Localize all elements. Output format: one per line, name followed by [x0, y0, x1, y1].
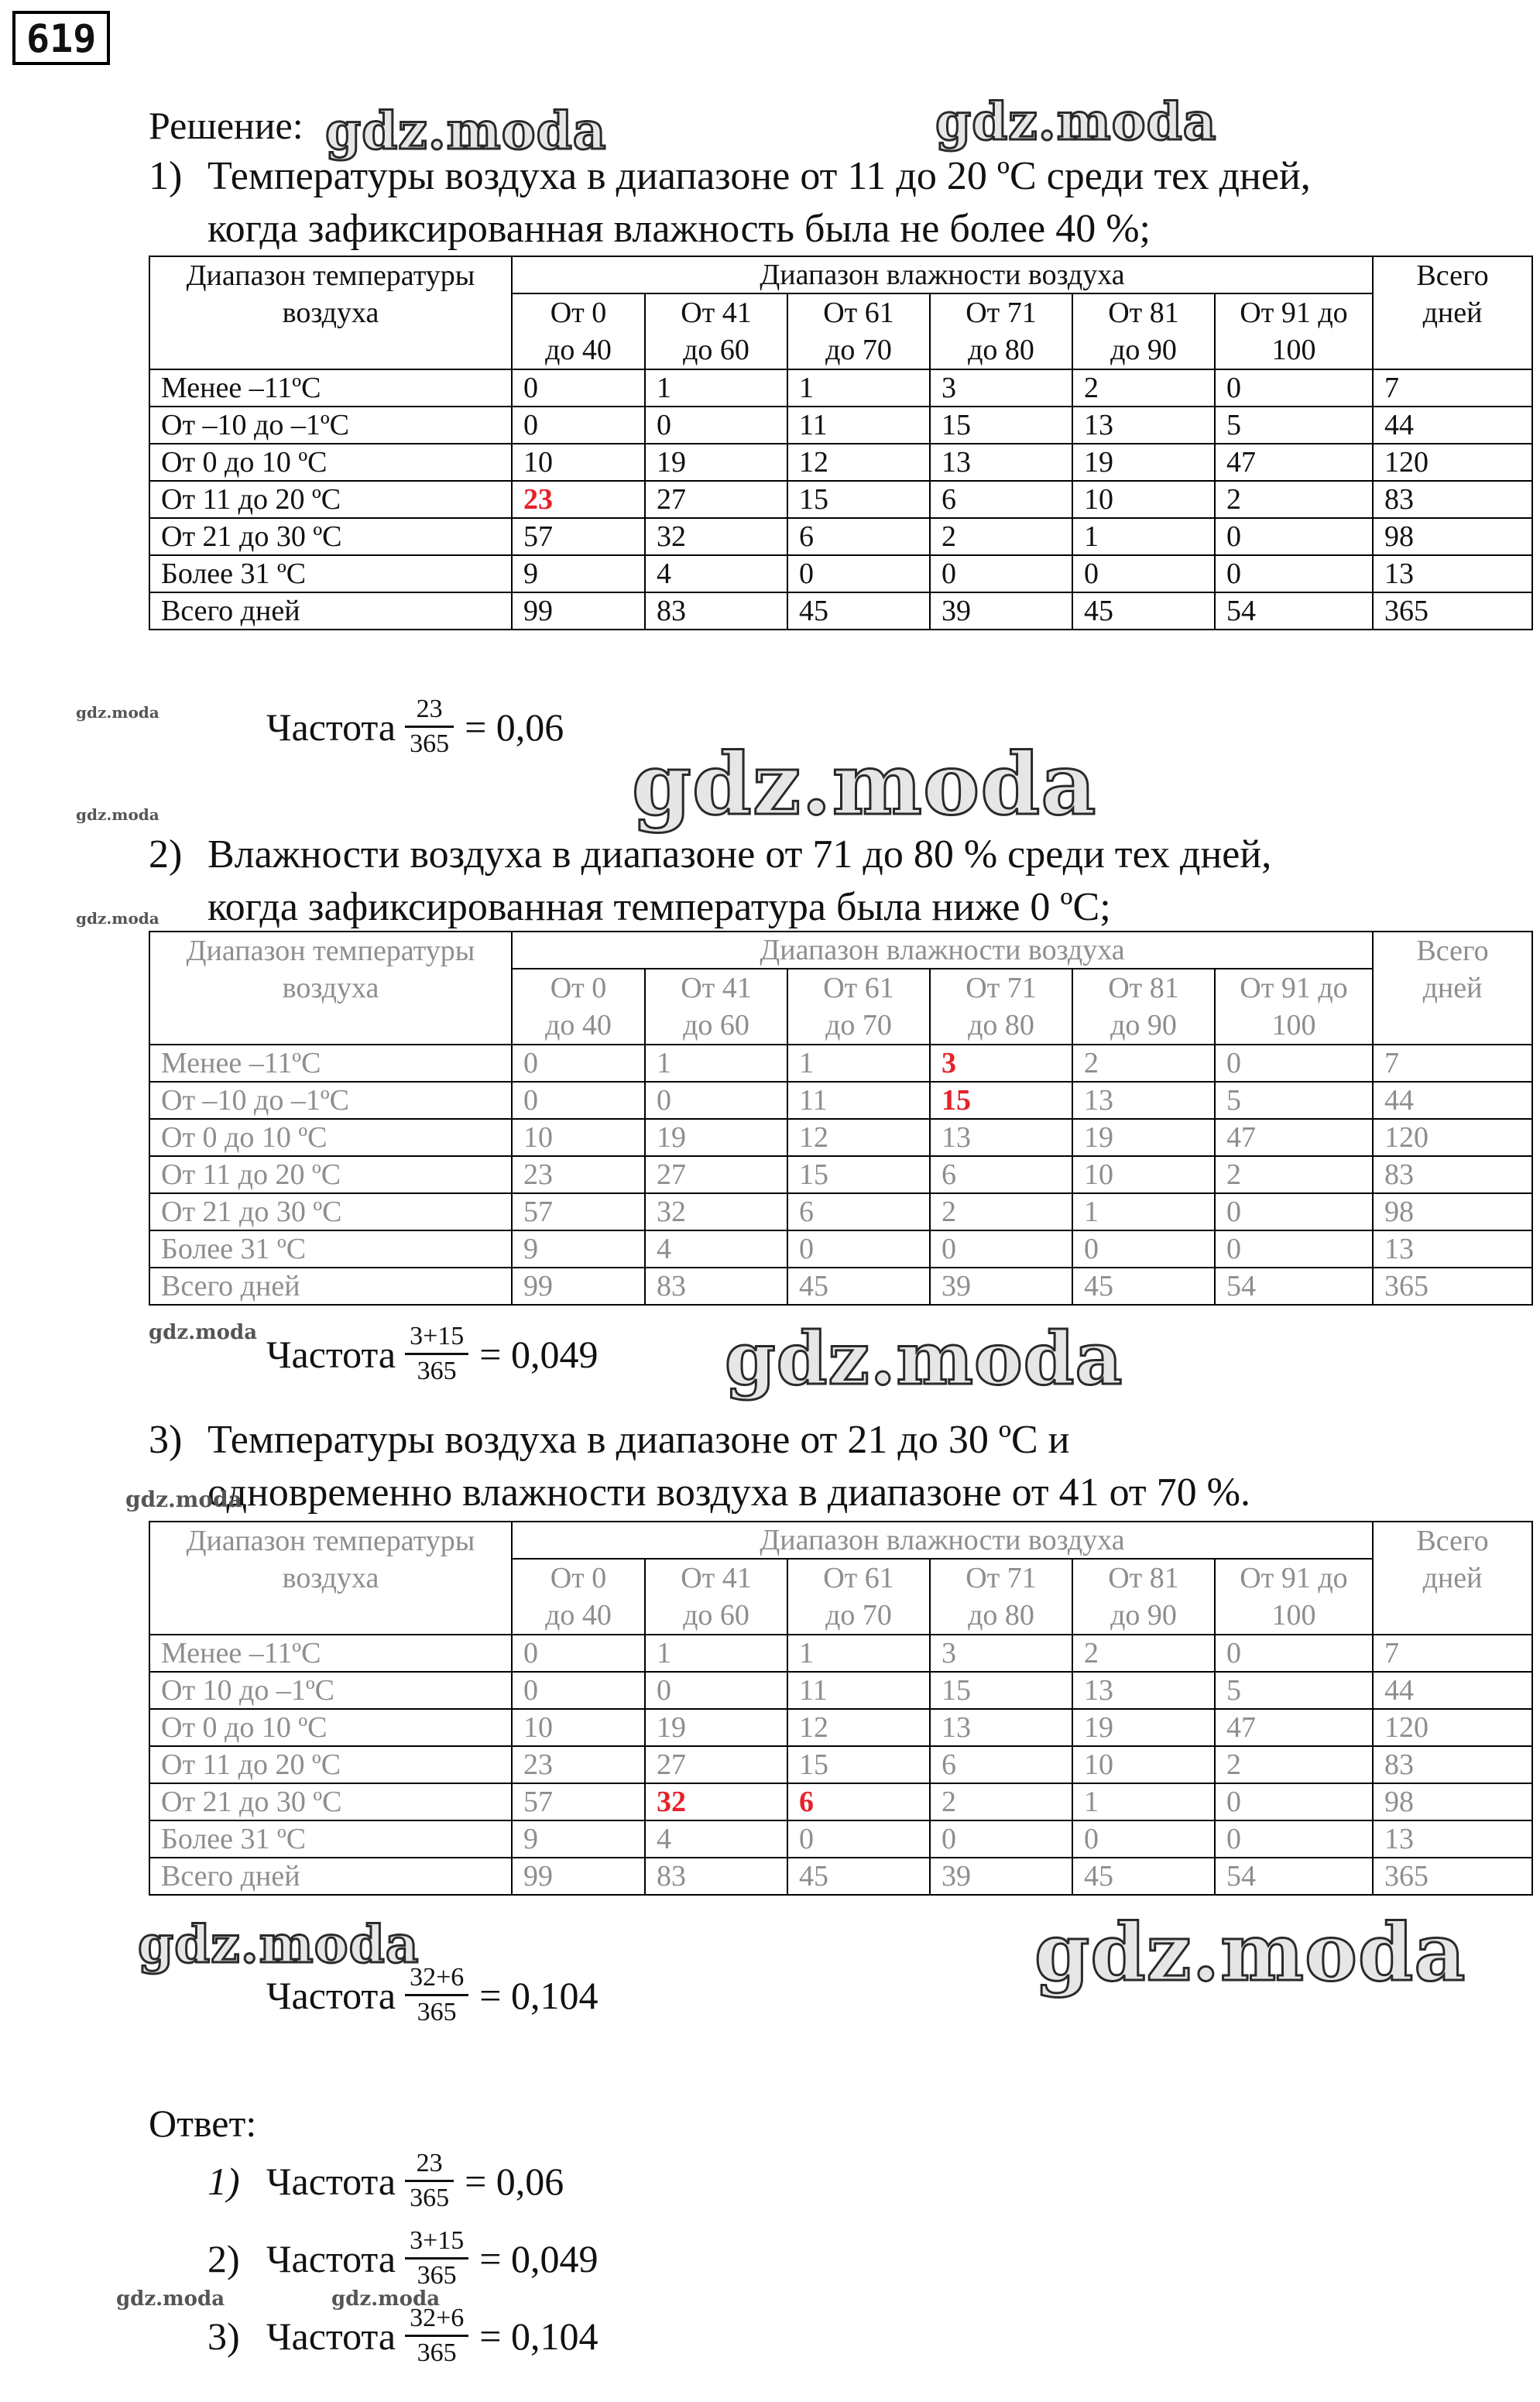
- table-cell: 1: [645, 1635, 787, 1672]
- part-2-number: 2): [149, 832, 183, 877]
- row-label: Более 31 ºС: [149, 555, 512, 592]
- row-label: Более 31 ºС: [149, 1820, 512, 1858]
- numerator: 23: [416, 695, 443, 723]
- result: = 0,049: [479, 1332, 599, 1376]
- fraction: [405, 1323, 468, 1385]
- table-cell: 10: [1072, 1746, 1215, 1783]
- table-row: [149, 1193, 1532, 1230]
- table-cell: 45: [1072, 592, 1215, 630]
- table-cell: 6: [787, 1193, 930, 1230]
- table-row: [149, 1746, 1532, 1783]
- table-cell: 1: [1072, 1193, 1215, 1230]
- table-cell: 9: [512, 1820, 645, 1858]
- total-days-header: Всего дней: [1373, 932, 1532, 1045]
- table-cell: 0: [512, 1635, 645, 1672]
- table-cell: 0: [1215, 1045, 1373, 1082]
- table-cell: 13: [930, 1119, 1072, 1156]
- humidity-range-header: Диапазон влажности воздуха: [512, 256, 1373, 293]
- watermark: gdz.moda: [725, 1316, 1123, 1402]
- table-cell: 54: [1215, 1268, 1373, 1305]
- table-cell: 365: [1373, 592, 1532, 630]
- table-cell: 9: [512, 555, 645, 592]
- result: = 0,104: [479, 2314, 599, 2358]
- table-cell: 1: [787, 369, 930, 407]
- temp-range-header: Диапазон температуры воздуха: [149, 1522, 512, 1635]
- humidity-column-header: От 0 до 40: [512, 969, 645, 1045]
- table-cell: 0: [1215, 518, 1373, 555]
- answer-1-number: 1): [208, 2159, 240, 2203]
- table-cell: 13: [1373, 1820, 1532, 1858]
- table-cell: 39: [930, 1858, 1072, 1895]
- table-row: [149, 1119, 1532, 1156]
- numerator: 3+15: [410, 2226, 465, 2255]
- table-cell: 39: [930, 592, 1072, 630]
- answer-label: Ответ:: [149, 2102, 257, 2145]
- solution-label: Решение:: [149, 104, 304, 147]
- table-cell: 13: [930, 444, 1072, 481]
- table-cell: 0: [787, 555, 930, 592]
- table-cell: 7: [1373, 1635, 1532, 1672]
- row-label: От 0 до 10 ºС: [149, 444, 512, 481]
- table-cell: 44: [1373, 1082, 1532, 1119]
- table-cell: 83: [645, 1268, 787, 1305]
- table-cell: 57: [512, 1783, 645, 1820]
- table-cell: 83: [1373, 481, 1532, 518]
- total-days-header: Всего дней: [1373, 1522, 1532, 1635]
- denominator: 365: [417, 2339, 457, 2367]
- watermark-small: gdz.moda: [76, 909, 159, 928]
- watermark-small: gdz.moda: [76, 703, 159, 722]
- table-row: [149, 1268, 1532, 1305]
- table-cell: 47: [1215, 1709, 1373, 1746]
- table-cell: 83: [1373, 1746, 1532, 1783]
- watermark: gdz.moda: [935, 91, 1217, 152]
- table-cell: 32: [645, 1193, 787, 1230]
- row-label: Менее –11ºС: [149, 369, 512, 407]
- part-2-line-1: Влажности воздуха в диапазоне от 71 до 80 % среди тех дней,: [208, 832, 1272, 877]
- row-label: От 21 до 30 ºС: [149, 1193, 512, 1230]
- numerator: 32+6: [410, 2304, 465, 2332]
- table-cell: 54: [1215, 592, 1373, 630]
- table-cell: 45: [787, 1268, 930, 1305]
- table-cell: 19: [645, 1119, 787, 1156]
- frequency-label: Частота: [266, 1332, 396, 1376]
- table-cell: 23: [512, 1156, 645, 1193]
- table-cell: 19: [1072, 1119, 1215, 1156]
- table-cell: 44: [1373, 1672, 1532, 1709]
- table-row: [149, 592, 1532, 630]
- fraction: [405, 695, 454, 758]
- table-cell: 47: [1215, 444, 1373, 481]
- table-cell: 0: [1215, 555, 1373, 592]
- fraction: [405, 2304, 468, 2367]
- table-row: [149, 1672, 1532, 1709]
- row-label: Менее –11ºС: [149, 1045, 512, 1082]
- table-cell: 0: [1215, 1193, 1373, 1230]
- frequency-label: Частота: [266, 2314, 396, 2358]
- table-cell: 0: [1215, 1783, 1373, 1820]
- answer-1: [208, 2150, 564, 2212]
- table-cell: 7: [1373, 1045, 1532, 1082]
- table-cell: 12: [787, 444, 930, 481]
- table-cell: 19: [645, 1709, 787, 1746]
- table-cell: 99: [512, 592, 645, 630]
- humidity-column-header: От 61 до 70: [787, 293, 930, 369]
- table-cell: 45: [1072, 1858, 1215, 1895]
- table-cell: 0: [1072, 1230, 1215, 1268]
- table-cell: 365: [1373, 1858, 1532, 1895]
- table-cell: 11: [787, 407, 930, 444]
- temp-range-header: Диапазон температуры воздуха: [149, 932, 512, 1045]
- table-row: [149, 1709, 1532, 1746]
- table-cell: 120: [1373, 1119, 1532, 1156]
- table-cell: 2: [930, 1193, 1072, 1230]
- table-cell: 10: [512, 1709, 645, 1746]
- table-cell: 15: [787, 1746, 930, 1783]
- table-cell: 2: [1072, 369, 1215, 407]
- frequency-label: Частота: [266, 1973, 396, 2017]
- data-table-3: [149, 1521, 1533, 1896]
- answer-3-number: 3): [208, 2314, 240, 2358]
- table-cell: 0: [645, 407, 787, 444]
- result: = 0,104: [479, 1973, 599, 2017]
- table-cell: 0: [930, 555, 1072, 592]
- table-cell: 0: [930, 1230, 1072, 1268]
- table-cell: 5: [1215, 1082, 1373, 1119]
- table-cell: 0: [1215, 1820, 1373, 1858]
- part-1-line-2: когда зафиксированная влажность была не более 40 %;: [208, 207, 1151, 251]
- watermark-small: gdz.moda: [125, 1487, 242, 1512]
- denominator: 365: [410, 2184, 450, 2212]
- table-cell: 12: [787, 1119, 930, 1156]
- table-cell: 0: [787, 1820, 930, 1858]
- table-cell: 15: [930, 1082, 1072, 1119]
- table-cell: 1: [787, 1045, 930, 1082]
- table-cell: 6: [930, 481, 1072, 518]
- table-cell: 0: [1215, 1230, 1373, 1268]
- row-label: От –10 до –1ºС: [149, 1082, 512, 1119]
- table-cell: 0: [645, 1082, 787, 1119]
- table-cell: 19: [1072, 444, 1215, 481]
- table-cell: 2: [1215, 1746, 1373, 1783]
- table-cell: 0: [512, 1672, 645, 1709]
- row-label: От 21 до 30 ºС: [149, 1783, 512, 1820]
- table-cell: 57: [512, 1193, 645, 1230]
- table-cell: 4: [645, 1230, 787, 1268]
- humidity-column-header: От 81 до 90: [1072, 1559, 1215, 1635]
- table-cell: 0: [1215, 369, 1373, 407]
- table-cell: 13: [1072, 1672, 1215, 1709]
- table-row: [149, 1783, 1532, 1820]
- fraction: [405, 2227, 468, 2290]
- table-cell: 2: [1215, 481, 1373, 518]
- row-label: От 21 до 30 ºС: [149, 518, 512, 555]
- table-cell: 0: [512, 1045, 645, 1082]
- table-cell: 12: [787, 1709, 930, 1746]
- numerator: 3+15: [410, 1322, 465, 1350]
- table-row: [149, 1820, 1532, 1858]
- table-cell: 9: [512, 1230, 645, 1268]
- watermark: gdz.moda: [632, 734, 1097, 834]
- part-2-line-2: когда зафиксированная температура была ниже 0 ºС;: [208, 885, 1111, 929]
- table-row: [149, 1230, 1532, 1268]
- row-label: От 11 до 20 ºС: [149, 1156, 512, 1193]
- fraction: [405, 2150, 454, 2212]
- humidity-range-header: Диапазон влажности воздуха: [512, 1522, 1373, 1559]
- table-cell: 0: [930, 1820, 1072, 1858]
- part-2-frequency: [266, 1323, 598, 1385]
- answer-2: [208, 2227, 598, 2290]
- humidity-column-header: От 71 до 80: [930, 293, 1072, 369]
- table-cell: 2: [930, 518, 1072, 555]
- table-cell: 3: [930, 369, 1072, 407]
- humidity-column-header: От 41 до 60: [645, 293, 787, 369]
- result: = 0,049: [479, 2236, 599, 2280]
- table-row: [149, 555, 1532, 592]
- table-cell: 27: [645, 481, 787, 518]
- table-cell: 4: [645, 555, 787, 592]
- table-cell: 47: [1215, 1119, 1373, 1156]
- table-cell: 19: [1072, 1709, 1215, 1746]
- data-table-1: [149, 256, 1533, 630]
- table-row: [149, 369, 1532, 407]
- table-cell: 83: [645, 1858, 787, 1895]
- total-days-header: Всего дней: [1373, 256, 1532, 369]
- table-row: [149, 444, 1532, 481]
- row-label: Всего дней: [149, 1858, 512, 1895]
- humidity-column-header: От 61 до 70: [787, 969, 930, 1045]
- data-table-2: [149, 931, 1533, 1306]
- task-number: 619: [12, 11, 110, 65]
- numerator: 32+6: [410, 1963, 465, 1992]
- humidity-column-header: От 71 до 80: [930, 969, 1072, 1045]
- watermark-small: gdz.moda: [331, 2287, 441, 2311]
- watermark-small: gdz.moda: [116, 2287, 225, 2311]
- table-cell: 1: [645, 1045, 787, 1082]
- table-cell: 7: [1373, 369, 1532, 407]
- table-cell: 4: [645, 1820, 787, 1858]
- table-cell: 13: [1072, 1082, 1215, 1119]
- table-row: [149, 518, 1532, 555]
- temp-range-header: Диапазон температуры воздуха: [149, 256, 512, 369]
- table-cell: 54: [1215, 1858, 1373, 1895]
- row-label: От 10 до –1ºС: [149, 1672, 512, 1709]
- numerator: 23: [416, 2149, 443, 2177]
- table-cell: 0: [1215, 1635, 1373, 1672]
- table-cell: 6: [787, 518, 930, 555]
- table-cell: 83: [1373, 1156, 1532, 1193]
- row-label: Всего дней: [149, 1268, 512, 1305]
- humidity-column-header: От 91 до 100: [1215, 293, 1373, 369]
- watermark: gdz.moda: [325, 101, 607, 161]
- table-cell: 13: [1373, 555, 1532, 592]
- part-1-number: 1): [149, 154, 183, 198]
- table-cell: 3: [930, 1045, 1072, 1082]
- table-row: [149, 1858, 1532, 1895]
- humidity-column-header: От 41 до 60: [645, 1559, 787, 1635]
- table-cell: 0: [787, 1230, 930, 1268]
- table-cell: 23: [512, 1746, 645, 1783]
- part-1-line-1: Температуры воздуха в диапазоне от 11 до 20 ºС среди тех дней,: [208, 154, 1311, 198]
- table-cell: 11: [787, 1672, 930, 1709]
- table-row: [149, 1082, 1532, 1119]
- table-cell: 10: [1072, 1156, 1215, 1193]
- row-label: От 11 до 20 ºС: [149, 1746, 512, 1783]
- table-cell: 2: [1072, 1635, 1215, 1672]
- table-cell: 0: [645, 1672, 787, 1709]
- table-cell: 5: [1215, 407, 1373, 444]
- denominator: 365: [410, 729, 450, 758]
- table-cell: 0: [1072, 555, 1215, 592]
- part-2-text: [149, 829, 1272, 934]
- row-label: Более 31 ºС: [149, 1230, 512, 1268]
- row-label: От 0 до 10 ºС: [149, 1119, 512, 1156]
- part-3-line-1: Температуры воздуха в диапазоне от 21 до 30 ºС и: [208, 1418, 1070, 1462]
- table-cell: 2: [930, 1783, 1072, 1820]
- table-cell: 45: [1072, 1268, 1215, 1305]
- row-label: Менее –11ºС: [149, 1635, 512, 1672]
- table-cell: 15: [787, 1156, 930, 1193]
- table-cell: 13: [930, 1709, 1072, 1746]
- table-cell: 15: [930, 407, 1072, 444]
- answer-3: [208, 2304, 598, 2367]
- table-row: [149, 407, 1532, 444]
- table-cell: 1: [787, 1635, 930, 1672]
- frequency-label: Частота: [266, 2159, 396, 2203]
- humidity-column-header: От 0 до 40: [512, 1559, 645, 1635]
- table-cell: 10: [512, 444, 645, 481]
- result: = 0,06: [465, 705, 564, 749]
- row-label: От –10 до –1ºС: [149, 407, 512, 444]
- result: = 0,06: [465, 2159, 564, 2203]
- table-cell: 45: [787, 1858, 930, 1895]
- table-cell: 1: [1072, 518, 1215, 555]
- humidity-range-header: Диапазон влажности воздуха: [512, 932, 1373, 969]
- frequency-label: Частота: [266, 705, 396, 749]
- table-cell: 1: [645, 369, 787, 407]
- table-row: [149, 1045, 1532, 1082]
- table-cell: 6: [930, 1156, 1072, 1193]
- table-cell: 99: [512, 1858, 645, 1895]
- answer-2-number: 2): [208, 2236, 240, 2280]
- watermark-small: gdz.moda: [149, 1321, 258, 1344]
- row-label: От 0 до 10 ºС: [149, 1709, 512, 1746]
- part-3-line-2: одновременно влажности воздуха в диапазоне от 41 от 70 %.: [208, 1470, 1250, 1515]
- table-cell: 13: [1373, 1230, 1532, 1268]
- table-cell: 120: [1373, 1709, 1532, 1746]
- table-cell: 32: [645, 1783, 787, 1820]
- humidity-column-header: От 81 до 90: [1072, 969, 1215, 1045]
- table-cell: 98: [1373, 1783, 1532, 1820]
- table-cell: 1: [1072, 1783, 1215, 1820]
- table-cell: 39: [930, 1268, 1072, 1305]
- table-cell: 32: [645, 518, 787, 555]
- table-cell: 15: [930, 1672, 1072, 1709]
- part-3-number: 3): [149, 1418, 183, 1462]
- row-label: От 11 до 20 ºС: [149, 481, 512, 518]
- table-cell: 15: [787, 481, 930, 518]
- table-cell: 6: [787, 1783, 930, 1820]
- table-cell: 19: [645, 444, 787, 481]
- table-cell: 120: [1373, 444, 1532, 481]
- humidity-column-header: От 0 до 40: [512, 293, 645, 369]
- table-row: [149, 481, 1532, 518]
- table-row: [149, 1635, 1532, 1672]
- table-cell: 0: [512, 369, 645, 407]
- humidity-column-header: От 71 до 80: [930, 1559, 1072, 1635]
- watermark: gdz.moda: [1034, 1906, 1466, 1999]
- table-cell: 0: [1072, 1820, 1215, 1858]
- table-cell: 99: [512, 1268, 645, 1305]
- part-1-frequency: [266, 695, 564, 758]
- watermark-small: gdz.moda: [76, 805, 159, 824]
- table-cell: 6: [930, 1746, 1072, 1783]
- table-cell: 10: [512, 1119, 645, 1156]
- table-cell: 23: [512, 481, 645, 518]
- table-cell: 98: [1373, 518, 1532, 555]
- table-cell: 11: [787, 1082, 930, 1119]
- table-cell: 2: [1215, 1156, 1373, 1193]
- table-cell: 44: [1373, 407, 1532, 444]
- humidity-column-header: От 91 до 100: [1215, 1559, 1373, 1635]
- table-cell: 0: [512, 1082, 645, 1119]
- table-cell: 45: [787, 592, 930, 630]
- table-cell: 83: [645, 592, 787, 630]
- denominator: 365: [417, 1357, 457, 1385]
- table-cell: 27: [645, 1156, 787, 1193]
- table-cell: 27: [645, 1746, 787, 1783]
- table-cell: 13: [1072, 407, 1215, 444]
- watermark: gdz.moda: [138, 1914, 420, 1975]
- table-cell: 10: [1072, 481, 1215, 518]
- humidity-column-header: От 91 до 100: [1215, 969, 1373, 1045]
- table-cell: 365: [1373, 1268, 1532, 1305]
- table-cell: 2: [1072, 1045, 1215, 1082]
- table-cell: 3: [930, 1635, 1072, 1672]
- part-1-text: [149, 150, 1311, 256]
- humidity-column-header: От 61 до 70: [787, 1559, 930, 1635]
- humidity-column-header: От 41 до 60: [645, 969, 787, 1045]
- denominator: 365: [417, 2261, 457, 2290]
- table-cell: 5: [1215, 1672, 1373, 1709]
- frequency-label: Частота: [266, 2236, 396, 2280]
- humidity-column-header: От 81 до 90: [1072, 293, 1215, 369]
- table-cell: 57: [512, 518, 645, 555]
- table-cell: 98: [1373, 1193, 1532, 1230]
- denominator: 365: [417, 1998, 457, 2026]
- table-cell: 0: [512, 407, 645, 444]
- row-label: Всего дней: [149, 592, 512, 630]
- table-row: [149, 1156, 1532, 1193]
